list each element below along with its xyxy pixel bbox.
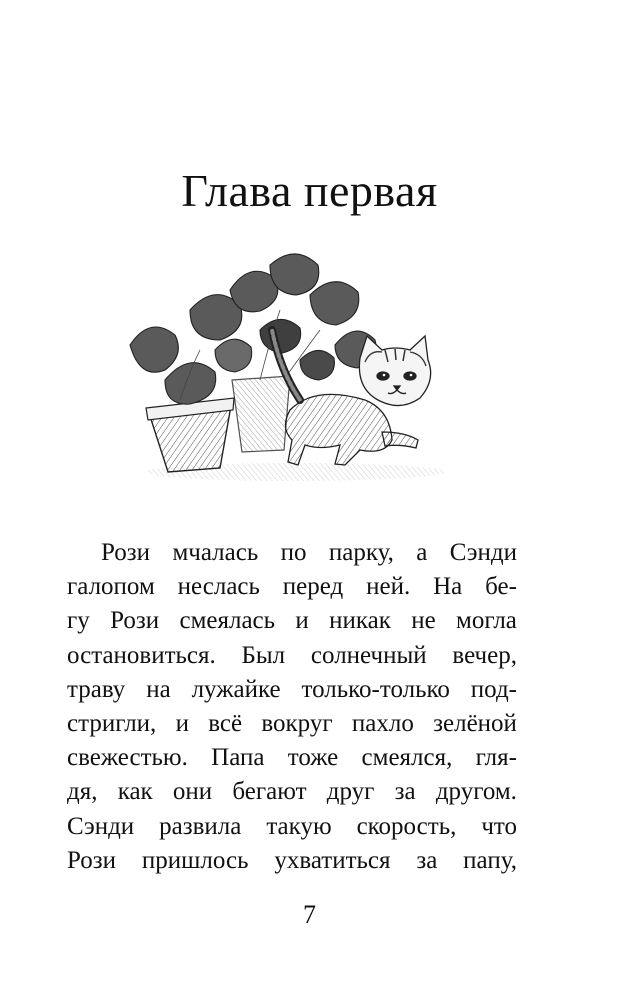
kitten-illustration — [120, 250, 450, 485]
text-line: Рози мчалась по парку, а Сэнди — [101, 539, 517, 566]
chapter-title: Глава первая — [181, 165, 438, 216]
text-line: Рози пришлось ухватиться за папу, — [67, 846, 517, 874]
page-number: 7 — [303, 900, 316, 929]
text-line: стригли, и всё вокруг пахло зелёной — [67, 709, 517, 737]
text-line: галопом неслась перед ней. На бе- — [67, 573, 517, 601]
paragraph — [67, 536, 517, 878]
text-line: дя, как они бегают друг за другом. — [67, 778, 517, 806]
text-line: гу Рози смеялась и никак не могла — [67, 607, 517, 635]
text-line: траву на лужайке только-только под- — [67, 675, 517, 703]
text-line: свежестью. Папа тоже смеялся, гля- — [67, 744, 517, 772]
text-line: Сэнди развила такую скорость, что — [67, 812, 517, 840]
text-line: остановиться. Был солнечный вечер, — [67, 641, 517, 669]
